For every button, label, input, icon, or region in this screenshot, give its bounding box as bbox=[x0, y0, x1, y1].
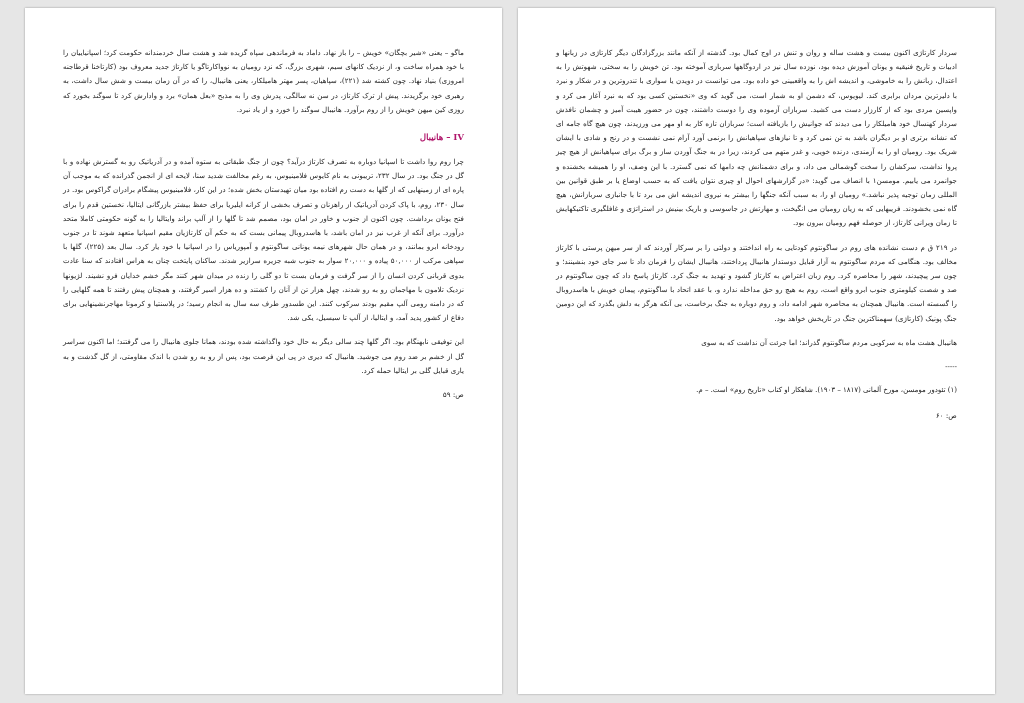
paragraph: ماگو – یعنی «شیر بچگان» خویش – را باز نهاد. داماد به فرماندهی سپاه گزیده شد و هشت سال خردمندانه حکومت کرد؛ اسپانیاییان را با خود همراه ساخت و، از نزدیک کانهای سیم، شهری بزرگ، که نزد رومیان به نوواکارتاگو یا کارتاژ جدید معروف بود (کارتاخنا قرطاجنه امروزی) بنیاد نهاد. چون کشته شد (۲۲۱)، سپاهیان، پسر مهتر هامیلکار، یعنی هانیبال، را که در آن زمان بیست و شش سال داشت، به رهبری خود برگزیدند. پیش از ترک کارتاژ، در سن نه سالگی، پدرش وی را به مذبح «بعل همان» برد و وادارش کرد تا سوگند بخورد که روزی کین میهن خویش را از روم برآورد. هانیبال سوگند را خورد و از یاد نبرد. bbox=[63, 48, 465, 114]
paragraph: هانیبال هشت ماه به سرکوبی مردم ساگونتوم گذراند؛ اما جرئت آن نداشت که به سوی bbox=[701, 337, 957, 347]
footnote-divider: ----- bbox=[945, 363, 957, 372]
section-heading: IV – هانیبال bbox=[419, 133, 464, 144]
left-page-content bbox=[63, 46, 464, 402]
page-number: ص: ۶۰ bbox=[935, 411, 957, 421]
paragraph: این توفیقی نابهنگام بود. اگر گلها چند سالی دیگر به حال خود واگذاشته شده بودند، همانا جلوی هانیبال را می گرفتند؛ اما اکنون سراسر گل از خشم بر ضد روم می جوشید. هانیبال که دیری در پی این فرصت بود، پس از رو به رو شدن با اندک مقاومتی، از گل گذشت و به یاری قبایل گلی بر ایتالیا حمله کرد. bbox=[63, 337, 464, 375]
right-page bbox=[518, 8, 995, 694]
paragraph: سردار کارتاژی اکنون بیست و هشت ساله و روان و تنش در اوج کمال بود. گذشته از آنکه مانند بزرگزادگان دیگر کارتاژی در زبانها و ادبیات و تاریخ فنیقیه و یونان آموزش دیده بود، نوزده سال نیز در اردوگاهها سربازی آموخته بود. تن خویش را به سختی، شهوتش را به اعتدال، زبانش را به خاموشی، و اندیشه اش را به واقعبینی خو داده بود. می توانست در دویدن یا سواری با تندروترین و در شکار و نبرد با دلیرترین مردان برابری کند. لیویوس، که دشمن او به شمار است، می گوید که وی «نخستین کسی بود که به نبرد آغاز می کرد و واپسین مردی بود که از کارزار دست می کشید. سربازان آزموده وی را دوست داشتند، چون در حضور هیبت آمیز و چشمان نافذش سردار کهنسال خود هامیلکار را می دیدند که جوانیش را بازیافته است؛ سربازان تازه کار به او مهر می ورزیدند، چون هیچ گاه جامه ای که نشانه برتری او بر دیگران باشد به تن نمی کرد و تا نیازهای سپاهیانش را برنمی آورد آرام نمی نشست و در رنج و شادی با ایشان شریک بود. رومیان او را به آزمندی، درنده خویی، و غدر متهم می کردند، زیرا در به جنگ آوردن ساز و برگ برای سپاهیانش از هیچ چیز پروا نداشت، سرکشان را سخت گوشمالی می داد، و برای دشمنانش چه دامها که نمی گسترد. با این وصف، او را همیشه بخشنده و جوانمرد می یابیم. مومسن۱ با انصاف می گوید: «در گزارشهای احوال او چیزی نتوان یافت که به حسب اوضاع یا بر طبق قوانین بین المللی زمان توجیه پذیر نباشد.» رومیان او را، به سبب آنکه جنگها را بیشتر به نیروی اندیشه اش می برد تا با جانبازی سربازانش، هیچ گاه نمی بخشودند. فریبهایی که به زیان رومیان می انگیخت، و مهارتش در جاسوسی و باریک بینیش در استراتژی و غافلگیری تاکتیکهایش تا زمان ویرانی کارتاژ، از حوصله فهم رومیان بیرون بود. bbox=[556, 48, 957, 228]
footnote: (۱) تئودور مومسن، مورخ آلمانی (۱۸۱۷ – ۱۹۰۳). شاهکار او کتاب «تاریخ روم» است. – م. bbox=[696, 386, 957, 395]
page-number: ص: ۵۹ bbox=[442, 390, 464, 400]
paragraph: در ۲۱۹ ق م دست نشانده های روم در ساگونتوم کودتایی به راه انداختند و دولتی را بر سرکار آوردند که از سر میهن پرستی با کارتاژ مخالف بود. هنگامی که مردم ساگونتوم به آزار قبایل دوستدار هانیبال پرداختند، هانیبال ایشان را فرمان داد تا سر جای خود بنشینند؛ و چون سر پیچیدند، شهر را محاصره کرد. روم زبان اعتراض به کارتاژ گشود و تهدید به جنگ کرد. کارتاژ پاسخ داد که چون ساگونتوم در صد و شصت کیلومتری جنوب ابرو واقع است، روم به هیچ رو حق مداخله ندارد و، با عقد اتحاد با ساگونتوم، پیمان خویش با هاسدروبال را گسسته است. هانیبال همچنان به محاصره شهر ادامه داد، و روم دوباره به جنگ برخاست، بی آنکه هرگز به دلش بگذرد که این دومین جنگ پونیک (کارتاژی) سهمناکترین جنگ در تاریخش خواهد بود. bbox=[556, 242, 957, 323]
left-page bbox=[25, 8, 502, 694]
right-page-content bbox=[556, 46, 957, 423]
paragraph: چرا روم روا داشت تا اسپانیا دوباره به تصرف کارتاژ درآید؟ چون از جنگ طبقاتی به ستوه آمده و در آدریاتیک رو به گسترش نهاده و با گل در جنگ بود. در سال ۲۳۲، تریبونی به نام کایوس فلامینیوس، به رغم مخالفت شدید سنا، لایحه ای از انجمن گذرانده که به موجب آن پاره ای از زمینهایی که از گلها به دست رم افتاده بود میان تهیدستان بخش شده؛ در این کار، فلامینیوس پیشگام برادران گراکوس بود. در سال ۲۳۰، روم، با پاک کردن آدریاتیک از راهزنان و تصرف بخشی از کرانه ایلیریا برای حفظ بیشتر بازرگانی ایتالیا، نخستین قدم را برای فتح یونان برداشت. چون اکنون از جنوب و خاور در امان بود، مصمم شد تا گلها را از آلپ براند وایتالیا را به گونه حکومتی کاملا متحد درآورد. برای آنکه از غرب نیز در امان باشد، با هاسدروبال پیمانی بست که به حکم آن کارتاژیان مقیم اسپانیا متعهد شوند تا در جنوب رودخانه ابرو بمانند، و در همان حال شهرهای نیمه یونانی ساگونتوم و آمپوریاس را در اسپانیا با خود یار کرد. سال بعد (۲۲۵)، گلها با سپاهی مرکب از ۵۰,۰۰۰ پیاده و ۲۰,۰۰۰ سوار به جنوب شبه جزیره سرازیر شدند. ساکنان پایتخت چنان به هراس افتادند که سنا عادت بدوی قربانی کردن انسان را از سر گرفت و فرمان بست تا دو گلی را زنده در میدان شهر کنند مگر خشم خدایان فرو نشیند. لژیونها نزدیک تلامون با مهاجمان رو به رو شدند، چهل هزار تن از آنان را کشتند و ده هزار اسیر گرفتند، و همچنان پیش رفتند تا همه گلهایی را که در دامنه رومی آلپ مقیم بودند سرکوب کنند. این طسدور طرف سه سال به انجام رسید؛ در پلاسنتیا و کرمونا مهاجرنشینهایی برای دفاع از کشور پدید آمد، و ایتالیا، از آلپ تا سیسیل، یکی شد. bbox=[63, 157, 465, 323]
